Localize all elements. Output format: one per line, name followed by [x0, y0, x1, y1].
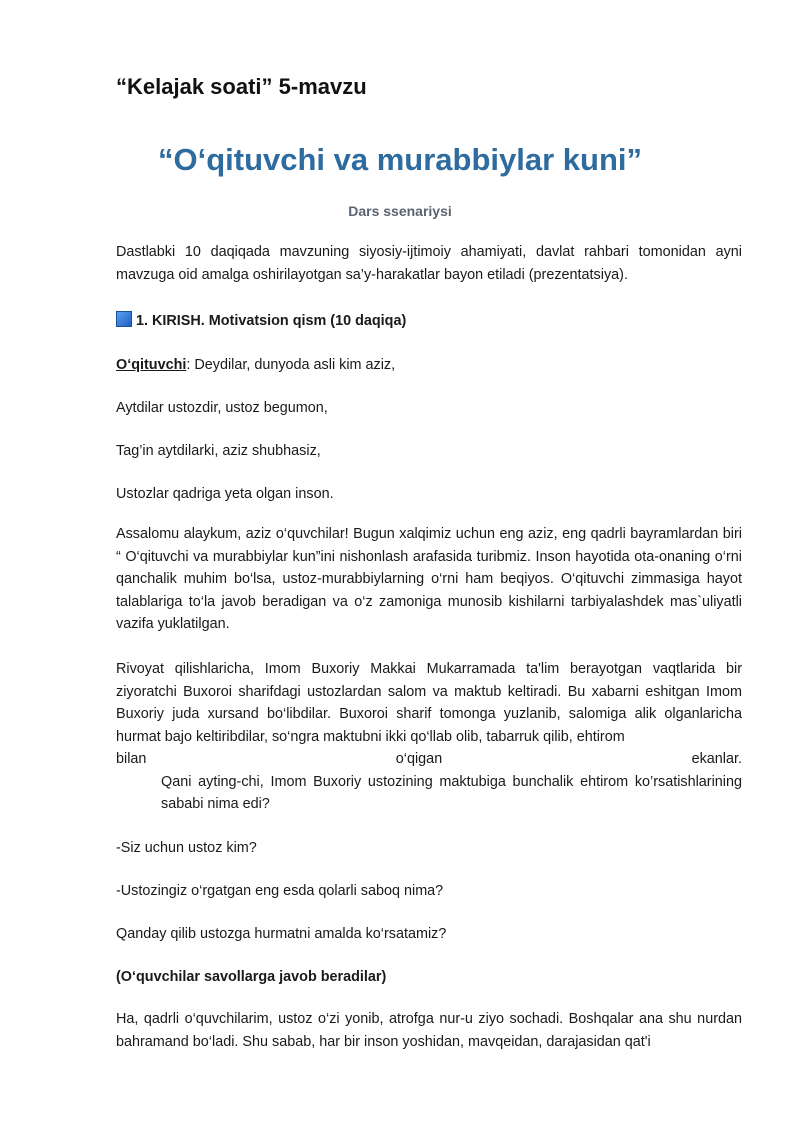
question-1: -Siz uchun ustoz kim?: [116, 840, 257, 856]
section-heading: [116, 310, 742, 333]
story-word-3: ekanlar.: [691, 751, 742, 767]
answer-note: (O‘quvchilar savollarga javob beradilar): [116, 969, 387, 985]
blue-square-icon: [116, 311, 132, 327]
question-3: Qanday qilib ustozga hurmatni amalda ko‘rsatamiz?: [116, 926, 447, 942]
story-question: Qani ayting-chi, Imom Buxoriy ustozining maktubiga bunchalik ehtirom ko’rsatishlarining sababi nima edi?: [161, 773, 742, 812]
story-text: Rivoyat qilishlaricha, Imom Buxoriy Makkai Mukarramada ta'lim berayotgan vaqtlarida bir ziyoratchi Buxoroi sharifdagi ustozlardan salom va maktub keltiradi. Bu xabarni eshitgan Imom Buxoriy juda xursand bo‘libdilar. Buxoroi sharif tomonga yuzlanib, salomiga alik olganlaricha hurmat bajo keltiribdilar, so‘ngra maktubni ikki qo‘llab olib, tabarruk qilib, ehtirom: [116, 661, 742, 745]
intro-paragraph: Dastlabki 10 daqiqada mavzuning siyosiy-ijtimoiy ahamiyati, davlat rahbari tomonidan ayni mavzuga oid amalga oshirilayotgan sa’y-harakatlar bayon etiladi (prezentatsiya).: [116, 244, 742, 283]
paragraph-greeting: Assalomu alaykum, aziz o‘quvchilar! Bugun xalqimiz uchun eng aziz, eng qadrli bayramlardan biri “ O‘qituvchi va murabbiylar kun”ini nishonlash arafasida turibmiz. Inson hayotida ota-onaning o‘rni qanchalik muhim bo‘lsa, ustoz-murabbiylarning o‘rni ham beqiyos. O‘qituvchi zimmasiga hayot talablariga to‘la javob beradigan va o‘z zamoniga munosib kishilarni tarbiyalashdek mas`uliyatli vazifa yuklatilgan.: [116, 526, 742, 632]
story-last-line: [116, 748, 742, 771]
poem-line-4: Ustozlar qadriga yeta olgan inson.: [116, 486, 334, 502]
poem-line-3: Tag’in aytdilarki, aziz shubhasiz,: [116, 443, 321, 459]
story-word-2: o‘qigan: [395, 751, 443, 767]
story-word-1: bilan: [116, 751, 147, 767]
poem-line-2: Aytdilar ustozdir, ustoz begumon,: [116, 400, 328, 416]
section-heading-text: 1. KIRISH. Motivatsion qism (10 daqiqa): [136, 313, 407, 329]
page-subtitle: Dars ssenariysi: [348, 203, 452, 219]
paragraph-closing: Ha, qadrli o‘quvchilarim, ustoz o‘zi yonib, atrofga nur-u ziyo sochadi. Boshqalar ana shu nurdan bahramand bo‘ladi. Shu sabab, har bir inson yoshidan, mavqeidan, darajasidan qat'i: [116, 1011, 742, 1050]
question-2: -Ustozingiz o‘rgatgan eng esda qolarli saboq nima?: [116, 883, 444, 899]
paragraph-story: [116, 658, 742, 816]
speaker-label: O‘qituvchi: [116, 357, 187, 373]
topic-heading: “Kelajak soati” 5-mavzu: [116, 74, 367, 99]
speaker-colon: :: [186, 357, 191, 373]
poem-line-1-text: Deydilar, dunyoda asli kim aziz,: [190, 357, 396, 373]
page-title: “O‘qituvchi va murabbiylar kuni”: [157, 142, 643, 177]
poem-line-1: [116, 354, 742, 377]
